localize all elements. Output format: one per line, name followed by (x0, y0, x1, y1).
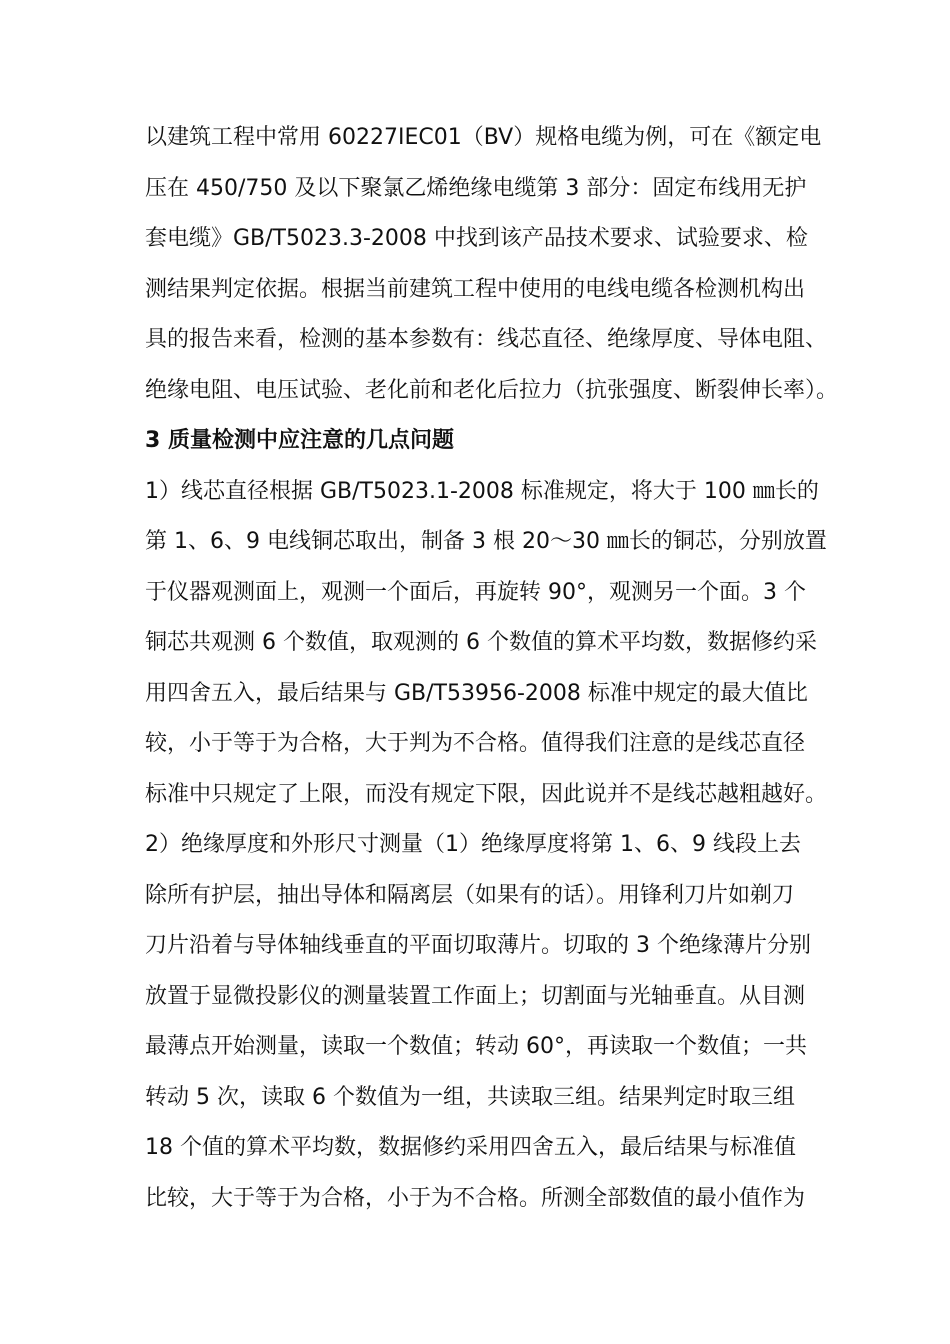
paragraph-line: 测结果判定依据。根据当前建筑工程中使用的电线电缆各检测机构出 (145, 276, 806, 302)
paragraph-line: 第 1、6、9 电线铜芯取出，制备 3 根 20～30 ㎜长的铜芯，分别放置 (145, 529, 827, 554)
paragraph-line: 18 个值的算术平均数，数据修约采用四舍五入，最后结果与标准值 (145, 1135, 796, 1160)
paragraph-line: 于仪器观测面上，观测一个面后，再旋转 90°，观测另一个面。3 个 (145, 579, 806, 605)
paragraph-line: 具的报告来看，检测的基本参数有：线芯直径、绝缘厚度、导体电阻、 (145, 327, 828, 352)
paragraph-line: 除所有护层，抽出导体和隔离层（如果有的话）。用锋利刀片如剃刀 (145, 882, 795, 908)
document-body (145, 113, 839, 1224)
paragraph-line: 放置于显微投影仪的测量装置工作面上；切割面与光轴垂直。从目测 (145, 983, 806, 1009)
paragraph-line: 较，小于等于为合格，大于判为不合格。值得我们注意的是线芯直径 (145, 731, 806, 756)
paragraph-line: 1）线芯直径根据 GB/T5023.1-2008 标准规定，将大于 100 ㎜长的 (145, 478, 819, 504)
section-heading: 3 质量检测中应注意的几点问题 (145, 428, 454, 453)
paragraph-line: 压在 450/750 及以下聚氯乙烯绝缘电缆第 3 部分：固定布线用无护 (145, 175, 807, 201)
paragraph-line: 2）绝缘厚度和外形尺寸测量（1）绝缘厚度将第 1、6、9 线段上去 (145, 832, 801, 857)
paragraph-line: 比较，大于等于为合格，小于为不合格。所测全部数值的最小值作为 (145, 1185, 806, 1211)
paragraph-line: 铜芯共观测 6 个数值，取观测的 6 个数值的算术平均数，数据修约采 (145, 630, 817, 655)
paragraph-line: 绝缘电阻、电压试验、老化前和老化后拉力（抗张强度、断裂伸长率）。 (145, 377, 839, 403)
paragraph-line: 最薄点开始测量，读取一个数值；转动 60°，再读取一个数值；一共 (145, 1034, 807, 1059)
paragraph-line: 用四舍五入，最后结果与 GB/T53956-2008 标准中规定的最大值比 (145, 680, 808, 706)
paragraph-line: 转动 5 次，读取 6 个数值为一组，共读取三组。结果判定时取三组 (145, 1084, 795, 1110)
paragraph-line: 套电缆》GB/T5023.3-2008 中找到该产品技术要求、试验要求、检 (145, 226, 808, 251)
paragraph-line: 刀片沿着与导体轴线垂直的平面切取薄片。切取的 3 个绝缘薄片分别 (145, 933, 811, 958)
paragraph-line: 标准中只规定了上限，而没有规定下限，因此说并不是线芯越粗越好。 (145, 781, 828, 807)
paragraph-line: 以建筑工程中常用 60227IEC01（BV）规格电缆为例，可在《额定电 (145, 125, 822, 150)
